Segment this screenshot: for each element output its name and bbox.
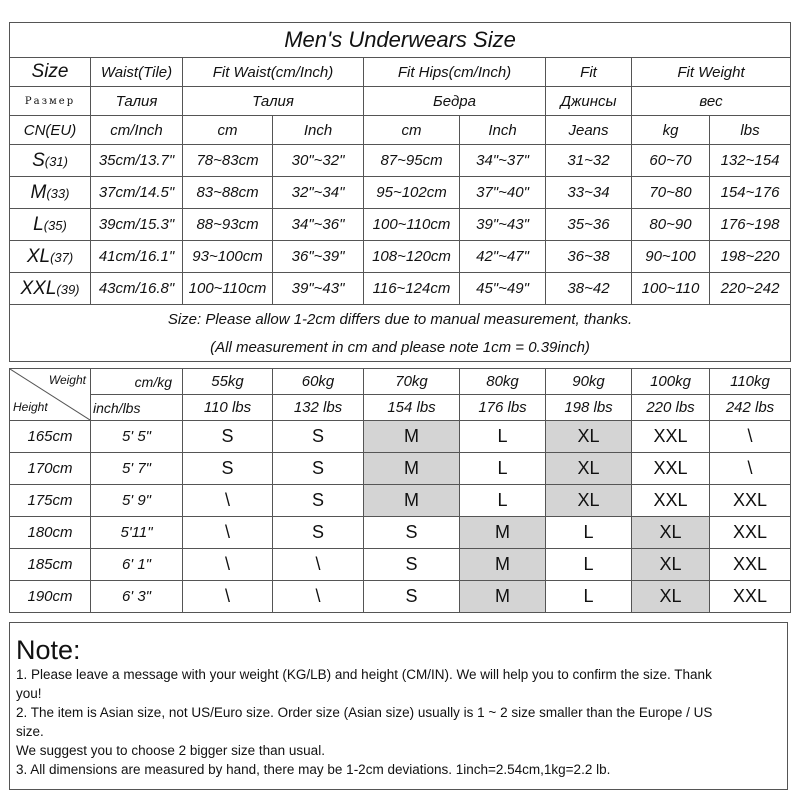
weight-kg: 70~80	[632, 177, 710, 209]
fit-hips-cm: 87~95cm	[364, 145, 460, 177]
fit-waist-inch: 32"~34"	[273, 177, 364, 209]
height-cm: 190cm	[10, 581, 91, 613]
note-title: Note:	[16, 635, 81, 665]
size-cell-highlighted: XL	[546, 453, 632, 485]
corner-header	[10, 369, 91, 421]
size-row-xxl	[10, 273, 791, 305]
note-line-5: We suggest you to choose 2 bigger size than usual.	[16, 743, 325, 758]
size-cell-highlighted: XL	[632, 549, 710, 581]
height-cm: 185cm	[10, 549, 91, 581]
height-cm: 175cm	[10, 485, 91, 517]
height-weight-table	[9, 368, 791, 613]
weight-kg: 100~110	[632, 273, 710, 305]
note-line-3: 2. The item is Asian size, not US/Euro size. Order size (Asian size) usually is 1 ~ 2 size smaller than the Europe / US	[16, 705, 713, 720]
size-cell: S	[183, 421, 273, 453]
size-cell-highlighted: M	[364, 453, 460, 485]
note-box	[9, 622, 788, 790]
waist-cell: 35cm/13.7"	[91, 145, 183, 177]
height-row-175	[10, 485, 791, 517]
height-cm: 170cm	[10, 453, 91, 485]
size-cell-highlighted: M	[364, 485, 460, 517]
jeans-cell: 36~38	[546, 241, 632, 273]
fit-waist-inch: 34"~36"	[273, 209, 364, 241]
size-cell-highlighted: M	[460, 549, 546, 581]
size-cell: \	[710, 453, 791, 485]
note-line-4: size.	[16, 724, 44, 739]
size-cell	[10, 241, 91, 273]
size-row-xl	[10, 241, 791, 273]
waist-cell: 41cm/16.1"	[91, 241, 183, 273]
height-row-190	[10, 581, 791, 613]
weight-lbs: 176~198	[710, 209, 791, 241]
size-cell: \	[183, 485, 273, 517]
header-razmer: Размер	[10, 87, 91, 116]
header-waist-cm: cm	[183, 116, 273, 145]
size-cell	[10, 273, 91, 305]
size-eu: (33)	[46, 185, 70, 201]
fit-waist-inch: 36"~39"	[273, 241, 364, 273]
weight-lbs-242: 242 lbs	[710, 395, 791, 421]
weight-kg-60: 60kg	[273, 369, 364, 395]
size-cell: \	[183, 549, 273, 581]
header-size: Size	[10, 58, 91, 87]
header-fit-weight: Fit Weight	[632, 58, 791, 87]
size-cell: XXL	[710, 517, 791, 549]
size-cell-highlighted: XL	[632, 517, 710, 549]
jeans-cell: 33~34	[546, 177, 632, 209]
header-cm-inch: cm/Inch	[91, 116, 183, 145]
height-inch: 6' 1"	[91, 549, 183, 581]
note-line-2: you!	[16, 686, 42, 701]
weight-lbs: 154~176	[710, 177, 791, 209]
size-cell: S	[364, 517, 460, 549]
height-inch: 5' 9"	[91, 485, 183, 517]
size-cell: XXL	[710, 485, 791, 517]
height-inch: 5' 7"	[91, 453, 183, 485]
size-row-m	[10, 177, 791, 209]
fit-hips-cm: 108~120cm	[364, 241, 460, 273]
size-cell: L	[546, 549, 632, 581]
header-fit: Fit	[546, 58, 632, 87]
header-dzhinsy: Джинсы	[546, 87, 632, 116]
size-cell: L	[546, 581, 632, 613]
note-line-1: 1. Please leave a message with your weight (KG/LB) and height (CM/IN). We will help you to confirm the size. Thank	[16, 667, 712, 682]
size-cell: L	[460, 421, 546, 453]
fit-waist-inch: 30"~32"	[273, 145, 364, 177]
fit-waist-cm: 93~100cm	[183, 241, 273, 273]
header-taliya-1: Талия	[91, 87, 183, 116]
height-row-185	[10, 549, 791, 581]
size-cell	[10, 209, 91, 241]
unit-lbs: inch/lbs	[91, 395, 183, 421]
fit-waist-cm: 88~93cm	[183, 209, 273, 241]
fit-waist-cm: 78~83cm	[183, 145, 273, 177]
size-cell: XXL	[632, 485, 710, 517]
size-cell: S	[273, 421, 364, 453]
weight-kg-70: 70kg	[364, 369, 460, 395]
size-cell: \	[183, 517, 273, 549]
size-cell: \	[710, 421, 791, 453]
size-cell: \	[273, 549, 364, 581]
size-eu: (35)	[43, 217, 67, 233]
header-waist-inch: Inch	[273, 116, 364, 145]
note-line-6: 3. All dimensions are measured by hand, there may be 1-2cm deviations. 1inch=2.54cm,1kg=2.2 lb.	[16, 762, 611, 777]
size-cell: S	[183, 453, 273, 485]
corner-height-label: Height	[13, 400, 48, 414]
weight-kg-90: 90kg	[546, 369, 632, 395]
size-cell: \	[183, 581, 273, 613]
fit-hips-inch: 34"~37"	[460, 145, 546, 177]
header-jeans: Jeans	[546, 116, 632, 145]
size-cell: XXL	[632, 453, 710, 485]
size-cell: S	[364, 581, 460, 613]
weight-lbs-154: 154 lbs	[364, 395, 460, 421]
height-inch: 5'11"	[91, 517, 183, 549]
weight-kg-80: 80kg	[460, 369, 546, 395]
jeans-cell: 31~32	[546, 145, 632, 177]
size-row-l	[10, 209, 791, 241]
header-bedra: Бедра	[364, 87, 546, 116]
size-cell: L	[546, 517, 632, 549]
conversion-note: (All measurement in cm and please note 1cm = 0.39inch)	[10, 333, 791, 362]
size-cell-highlighted: XL	[546, 485, 632, 517]
size-cell: XXL	[632, 421, 710, 453]
size-cell: S	[273, 453, 364, 485]
header-hips-cm: cm	[364, 116, 460, 145]
jeans-cell: 35~36	[546, 209, 632, 241]
size-cell: XXL	[710, 549, 791, 581]
size-cell: S	[364, 549, 460, 581]
weight-kg-55: 55kg	[183, 369, 273, 395]
size-letter: M	[30, 181, 47, 203]
header-fit-hips: Fit Hips(cm/Inch)	[364, 58, 546, 87]
weight-lbs-176: 176 lbs	[460, 395, 546, 421]
size-eu: (39)	[56, 281, 80, 297]
size-cell: \	[273, 581, 364, 613]
unit-kg: cm/kg	[91, 369, 183, 395]
fit-waist-cm: 100~110cm	[183, 273, 273, 305]
weight-lbs-220: 220 lbs	[632, 395, 710, 421]
waist-cell: 43cm/16.8"	[91, 273, 183, 305]
size-row-s	[10, 145, 791, 177]
fit-hips-inch: 42"~47"	[460, 241, 546, 273]
size-cell: L	[460, 453, 546, 485]
fit-hips-inch: 39"~43"	[460, 209, 546, 241]
weight-kg: 90~100	[632, 241, 710, 273]
header-lbs: lbs	[710, 116, 791, 145]
size-cell-highlighted: M	[460, 581, 546, 613]
header-fit-waist: Fit Waist(cm/Inch)	[183, 58, 364, 87]
size-chart-table	[9, 22, 791, 362]
header-cn-eu: CN(EU)	[10, 116, 91, 145]
jeans-cell: 38~42	[546, 273, 632, 305]
size-letter: S	[32, 149, 45, 171]
height-inch: 5' 5"	[91, 421, 183, 453]
fit-hips-inch: 45"~49"	[460, 273, 546, 305]
weight-kg-100: 100kg	[632, 369, 710, 395]
measurement-note: Size: Please allow 1-2cm differs due to manual measurement, thanks.	[10, 305, 791, 334]
weight-kg: 60~70	[632, 145, 710, 177]
chart-title: Men's Underwears Size	[10, 23, 791, 58]
header-waist-tile: Waist(Tile)	[91, 58, 183, 87]
size-letter: XXL	[20, 277, 57, 299]
header-kg: kg	[632, 116, 710, 145]
size-cell	[10, 145, 91, 177]
size-eu: (37)	[50, 249, 74, 265]
size-cell-highlighted: M	[364, 421, 460, 453]
fit-hips-cm: 100~110cm	[364, 209, 460, 241]
fit-hips-cm: 116~124cm	[364, 273, 460, 305]
weight-kg: 80~90	[632, 209, 710, 241]
weight-lbs-110: 110 lbs	[183, 395, 273, 421]
weight-lbs: 198~220	[710, 241, 791, 273]
fit-hips-cm: 95~102cm	[364, 177, 460, 209]
header-hips-inch: Inch	[460, 116, 546, 145]
weight-kg-110: 110kg	[710, 369, 791, 395]
waist-cell: 37cm/14.5"	[91, 177, 183, 209]
size-cell-highlighted: XL	[546, 421, 632, 453]
fit-waist-cm: 83~88cm	[183, 177, 273, 209]
height-inch: 6' 3"	[91, 581, 183, 613]
weight-lbs-198: 198 lbs	[546, 395, 632, 421]
weight-lbs-132: 132 lbs	[273, 395, 364, 421]
size-cell-highlighted: XL	[632, 581, 710, 613]
fit-hips-inch: 37"~40"	[460, 177, 546, 209]
header-ves: вес	[632, 87, 791, 116]
height-row-170	[10, 453, 791, 485]
size-letter: L	[33, 213, 44, 235]
corner-weight-label: Weight	[48, 373, 86, 387]
weight-lbs: 220~242	[710, 273, 791, 305]
size-cell: XXL	[710, 581, 791, 613]
size-cell: S	[273, 517, 364, 549]
height-cm: 165cm	[10, 421, 91, 453]
fit-waist-inch: 39"~43"	[273, 273, 364, 305]
size-eu: (31)	[44, 153, 68, 169]
height-row-180	[10, 517, 791, 549]
size-cell-highlighted: M	[460, 517, 546, 549]
size-letter: XL	[26, 245, 51, 267]
height-cm: 180cm	[10, 517, 91, 549]
size-cell: L	[460, 485, 546, 517]
waist-cell: 39cm/15.3"	[91, 209, 183, 241]
size-cell: S	[273, 485, 364, 517]
header-taliya-2: Талия	[183, 87, 364, 116]
size-cell	[10, 177, 91, 209]
weight-lbs: 132~154	[710, 145, 791, 177]
height-row-165	[10, 421, 791, 453]
